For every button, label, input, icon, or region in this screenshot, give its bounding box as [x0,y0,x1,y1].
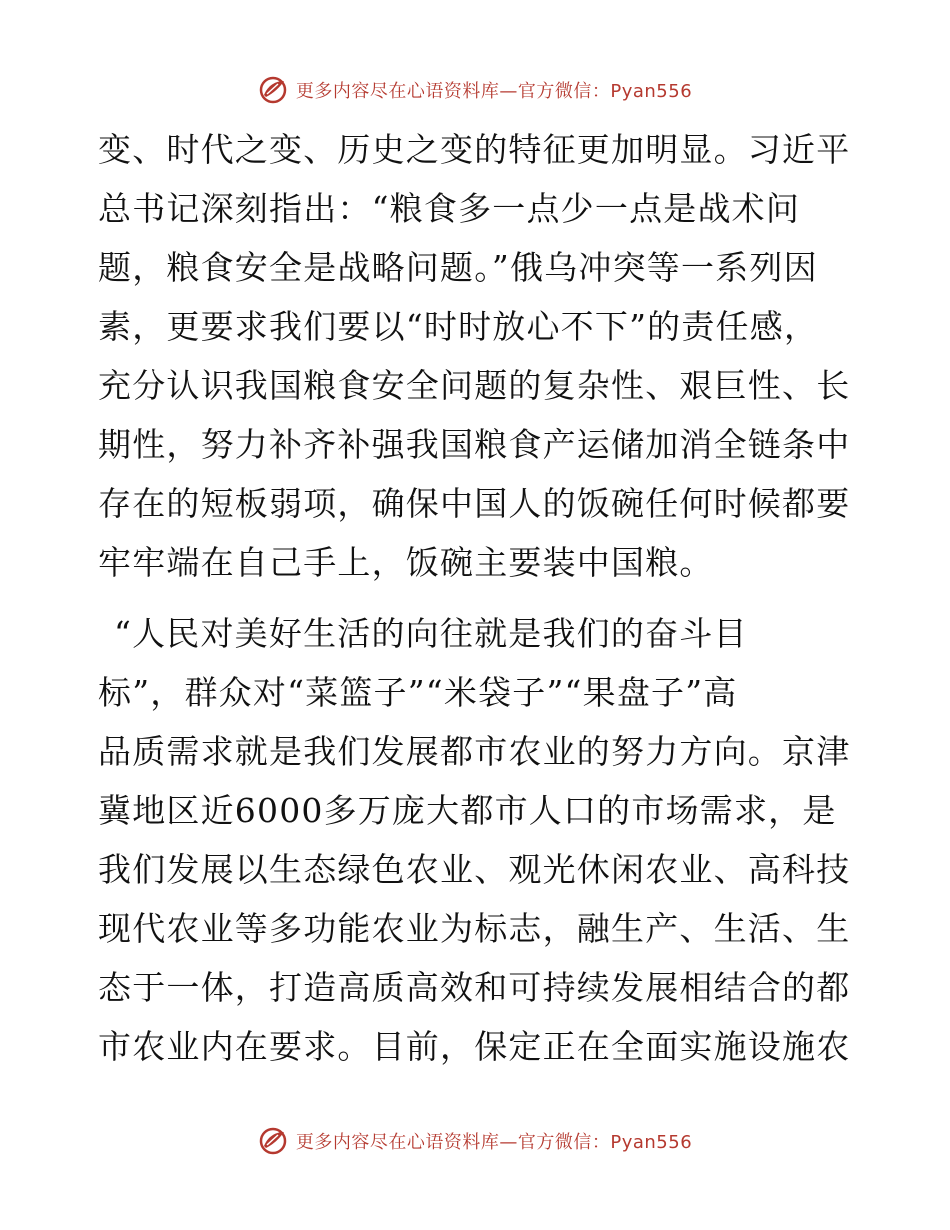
text-line: 题，粮食安全是战略问题。”俄乌冲突等一系列因 [98,248,818,287]
watermark-text: 更多内容尽在心语资料库—官方微信：Pyan556 [295,81,693,102]
pen-logo-icon [258,1126,288,1156]
text-line: 素，更要求我们要以“时时放心不下”的责任感， [98,307,819,346]
footer-watermark [0,1121,950,1161]
paragraph [98,120,858,592]
text-line: 冀地区近6000多万庞大都市人口的市场需求，是 [98,791,837,830]
pen-logo-icon [258,75,288,105]
text-line: 我们发展以生态绿色农业、观光休闲农业、高科技 [98,850,851,889]
text-line: 品质需求就是我们发展都市农业的努力方向。京津 [98,732,851,771]
text-line: 充分认识我国粮食安全问题的复杂性、艰巨性、长 [98,366,851,405]
text-line: 期性，努力补齐补强我国粮食产运储加消全链条中 [98,425,851,464]
text-line: 标”，群众对“菜篮子”“米袋子”“果盘子”高 [98,673,738,712]
text-line: 态于一体，打造高质高效和可持续发展相结合的都 [98,968,851,1007]
text-line: 市农业内在要求。目前，保定正在全面实施设施农 [98,1027,851,1066]
text-line: 存在的短板弱项，确保中国人的饭碗任何时候都要 [98,484,851,523]
text-line: “人民对美好生活的向往就是我们的奋斗目 [114,614,748,653]
text-line: 总书记深刻指出：“粮食多一点少一点是战术问 [98,189,801,228]
text-line: 现代农业等多功能农业为标志，融生产、生活、生 [98,909,851,948]
text-line: 变、时代之变、历史之变的特征更加明显。习近平 [98,130,851,169]
paragraph [98,604,858,1076]
header-watermark [0,70,950,110]
watermark-text: 更多内容尽在心语资料库—官方微信：Pyan556 [295,1132,693,1153]
document-body [98,120,858,1076]
text-line: 牢牢端在自己手上，饭碗主要装中国粮。 [98,543,714,582]
